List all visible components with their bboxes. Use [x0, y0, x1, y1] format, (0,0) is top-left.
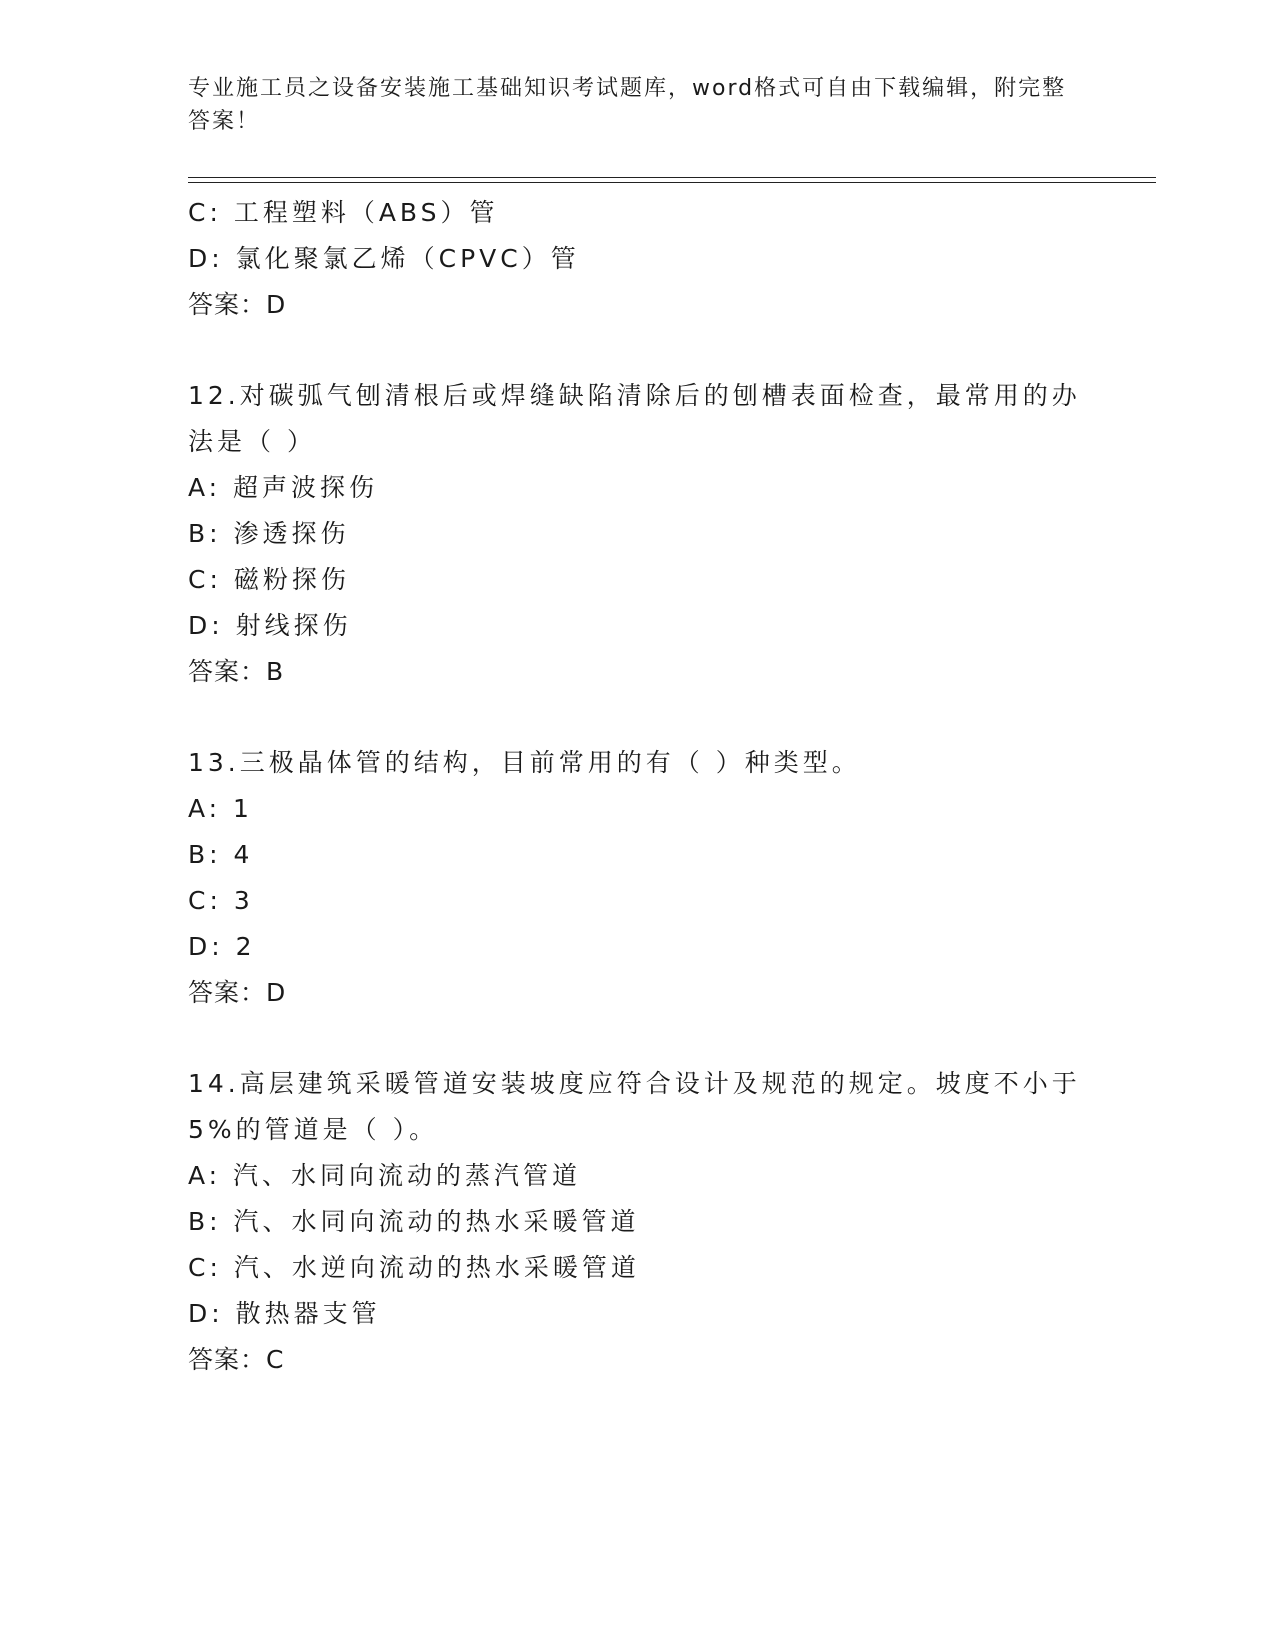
- option-c: C: 3: [188, 886, 254, 915]
- header-rule-top: [188, 177, 1156, 178]
- question-14: [188, 1061, 1088, 1383]
- option-d: D: 散热器支管: [188, 1299, 381, 1328]
- document-header: 专业施工员之设备安装施工基础知识考试题库，word格式可自由下载编辑，附完整答案！: [188, 76, 1067, 134]
- question-12: [188, 373, 1088, 695]
- option-d: D: 氯化聚氯乙烯（CPVC）管: [188, 244, 580, 273]
- answer-line: 答案：D: [188, 978, 287, 1007]
- question-stem: 14.高层建筑采暖管道安装坡度应符合设计及规范的规定。坡度不小于5%的管道是（ ）。: [188, 1069, 1081, 1144]
- option-c: C: 工程塑料（ABS）管: [188, 198, 499, 227]
- header-rule-bottom: [188, 182, 1156, 183]
- option-d: D: 2: [188, 932, 256, 961]
- answer-line: 答案：C: [188, 1345, 285, 1374]
- answer-line: 答案：B: [188, 657, 285, 686]
- question-stem: 13.三极晶体管的结构，目前常用的有（ ）种类型。: [188, 748, 861, 777]
- question-13: [188, 740, 1088, 1016]
- question-11-continuation: [188, 190, 1088, 328]
- option-c: C: 汽、水逆向流动的热水采暖管道: [188, 1253, 640, 1282]
- document-body: [188, 190, 1088, 1383]
- option-b: B: 渗透探伤: [188, 519, 350, 548]
- option-c: C: 磁粉探伤: [188, 565, 350, 594]
- answer-line: 答案：D: [188, 290, 287, 319]
- option-b: B: 汽、水同向流动的热水采暖管道: [188, 1207, 640, 1236]
- option-a: A: 1: [188, 794, 253, 823]
- question-stem: 12.对碳弧气刨清根后或焊缝缺陷清除后的刨槽表面检查，最常用的办法是（ ）: [188, 381, 1081, 456]
- option-a: A: 汽、水同向流动的蒸汽管道: [188, 1161, 582, 1190]
- option-a: A: 超声波探伤: [188, 473, 379, 502]
- option-b: B: 4: [188, 840, 254, 869]
- option-d: D: 射线探伤: [188, 611, 352, 640]
